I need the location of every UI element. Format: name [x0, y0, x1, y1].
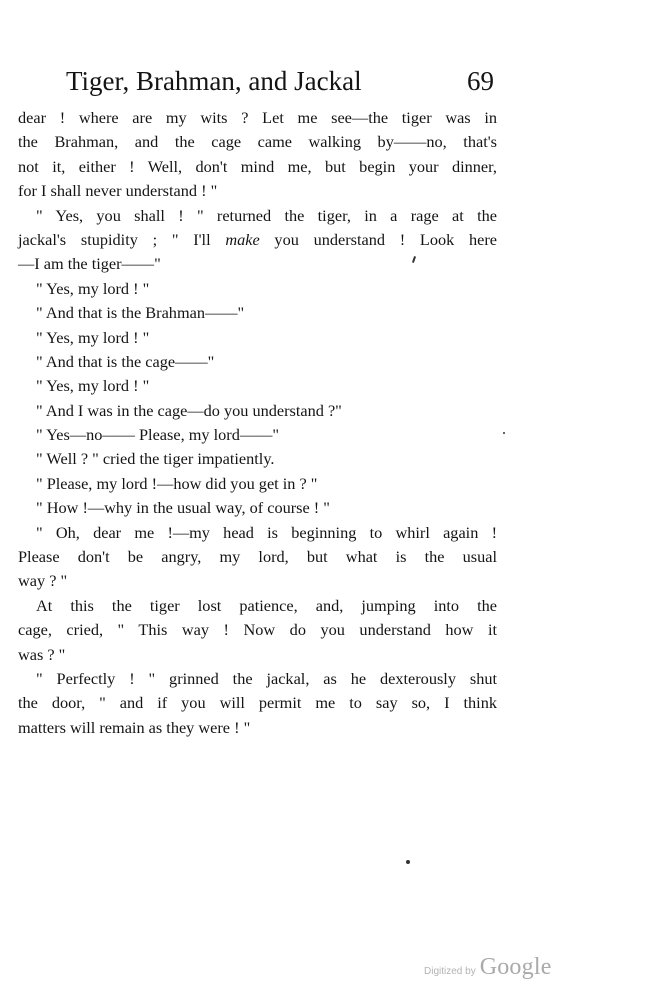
text-line: matters will remain as they were ! "	[18, 717, 251, 737]
text-line: " Yes—no—— Please, my lord——"	[36, 425, 280, 445]
text-line: " Well ? " cried the tiger impatiently.	[36, 449, 275, 469]
text-line: " Please, my lord !—how did you get in ? "	[36, 473, 318, 493]
running-title: Tiger, Brahman, and Jackal	[66, 66, 362, 96]
page-body	[18, 106, 497, 740]
google-logo: Google	[479, 954, 552, 980]
text-line: jackal's stupidity ; " I'll make you understand ! Look here	[18, 229, 497, 249]
digitized-by-text: Digitized by	[424, 966, 476, 977]
text-line: At this the tiger lost patience, and, jumping into the	[36, 595, 497, 615]
text-line: Please don't be angry, my lord, but what is the usual	[18, 547, 497, 567]
text-line: " Yes, my lord ! "	[36, 278, 150, 298]
text-line: way ? "	[18, 571, 68, 591]
digitized-by-watermark	[424, 954, 552, 984]
text-line: " Yes, my lord ! "	[36, 327, 150, 347]
text-line: " And I was in the cage—do you understand ?"	[36, 400, 342, 420]
text-line: " Oh, dear me !—my head is beginning to whirl again !	[36, 522, 497, 542]
text-line: dear ! where are my wits ? Let me see—the tiger was in	[18, 108, 497, 127]
ink-speck	[503, 432, 505, 434]
text-line: " And that is the Brahman——"	[36, 303, 245, 323]
ink-speck	[406, 860, 410, 864]
text-line: the door, " and if you will permit me to say so, I think	[18, 693, 497, 713]
text-line: —I am the tiger——"	[18, 254, 161, 274]
text-line: " Yes, my lord ! "	[36, 376, 150, 396]
text-line: not it, either ! Well, don't mind me, but begin your dinner,	[18, 156, 497, 176]
text-line: " Yes, you shall ! " returned the tiger, in a rage at the	[36, 205, 497, 225]
text-line: cage, cried, " This way ! Now do you understand how it	[18, 620, 497, 640]
text-line: the Brahman, and the cage came walking by——no, that's	[18, 132, 497, 152]
emphasis: make	[225, 229, 260, 249]
text-line: " And that is the cage——"	[36, 351, 215, 371]
text-line: was ? "	[18, 644, 66, 664]
text-line: " Perfectly ! " grinned the jackal, as he dexterously shut	[36, 668, 497, 688]
page-number: 69	[467, 66, 494, 96]
text-line: for I shall never understand ! "	[18, 181, 218, 201]
text-line: " How !—why in the usual way, of course ! "	[36, 498, 330, 518]
running-header	[66, 64, 494, 98]
